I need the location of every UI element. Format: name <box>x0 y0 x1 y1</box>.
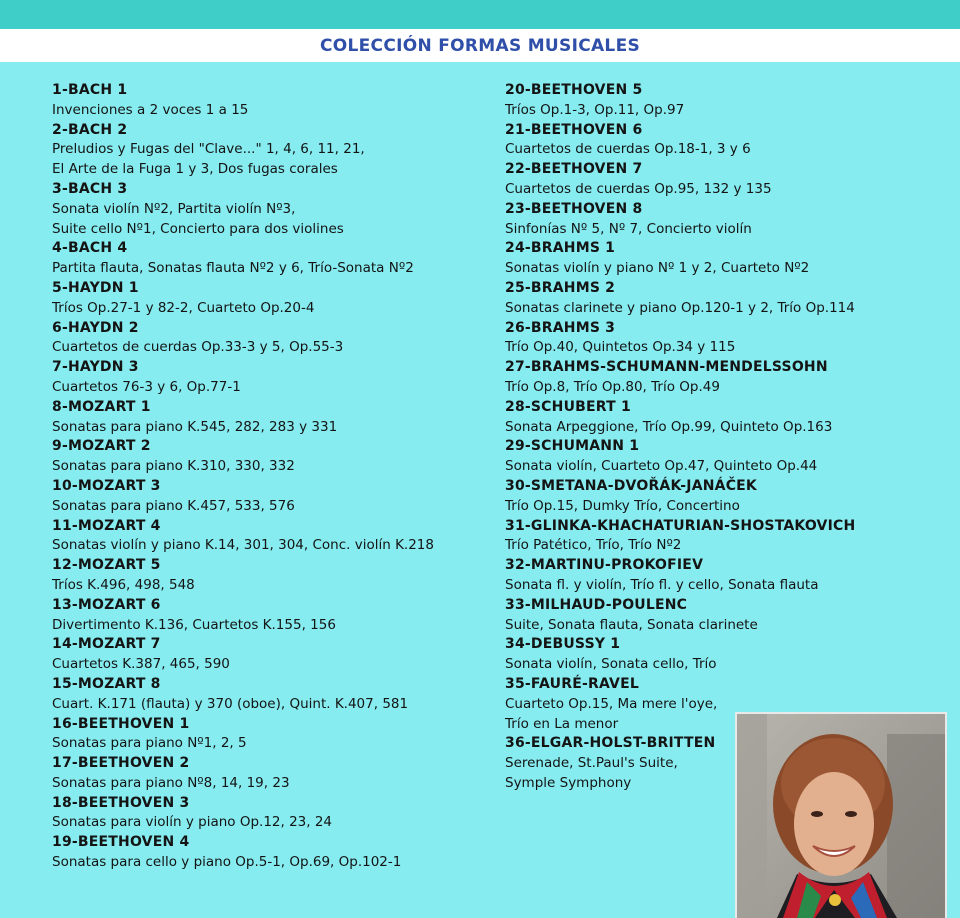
entry-heading: 9-MOZART 2 <box>52 438 151 455</box>
entry-works-line: Trío Patético, Trío, Trío Nº2 <box>505 537 682 554</box>
collection-entry-3-bach-3 <box>52 180 482 239</box>
entry-works-line: Sonata violín, Cuarteto Op.47, Quinteto Op.44 <box>505 458 818 475</box>
entry-works-line: Sonatas clarinete y piano Op.120-1 y 2, Trío Op.114 <box>505 299 855 316</box>
collection-entry-14-mozart-7 <box>52 635 482 675</box>
entry-heading: 4-BACH 4 <box>52 240 128 257</box>
entry-works-line: El Arte de la Fuga 1 y 3, Dos fugas corales <box>52 161 338 178</box>
collection-entry-16-beethoven-1 <box>52 715 482 755</box>
entry-heading: 12-MOZART 5 <box>52 557 161 574</box>
entry-works-line: Sinfonías Nº 5, Nº 7, Concierto violín <box>505 220 752 237</box>
entry-works-line: Sonata violín Nº2, Partita violín Nº3, <box>52 200 296 217</box>
entry-heading: 6-HAYDN 2 <box>52 319 139 336</box>
entry-heading: 5-HAYDN 1 <box>52 279 139 296</box>
collection-entry-2-bach-2 <box>52 121 482 180</box>
entry-works-line: Cuart. K.171 (flauta) y 370 (oboe), Quint. K.407, 581 <box>52 695 409 712</box>
portrait-photo-icon <box>737 714 945 918</box>
entry-works-line: Divertimento K.136, Cuartetos K.155, 156 <box>52 616 336 633</box>
entry-works-line: Sonatas para piano Nº1, 2, 5 <box>52 735 247 752</box>
right-column-list <box>505 81 955 794</box>
entry-works-line: Suite, Sonata flauta, Sonata clarinete <box>505 616 758 633</box>
entry-works-line: Sonatas violín y piano K.14, 301, 304, Conc. violín K.218 <box>52 537 434 554</box>
collection-entry-10-mozart-3 <box>52 477 482 517</box>
collection-entry-24-brahms-1 <box>505 239 955 279</box>
collection-entry-1-bach-1 <box>52 81 482 121</box>
entry-heading: 28-SCHUBERT 1 <box>505 398 631 415</box>
collection-entry-17-beethoven-2 <box>52 754 482 794</box>
collection-entry-19-beethoven-4 <box>52 833 482 873</box>
entry-heading: 32-MARTINU-PROKOFIEV <box>505 557 704 574</box>
left-column-list <box>52 81 482 873</box>
entry-heading: 33-MILHAUD-POULENC <box>505 596 688 613</box>
collection-entry-9-mozart-2 <box>52 437 482 477</box>
collection-entry-33-milhaud-poulenc <box>505 596 955 636</box>
collection-entry-34-debussy-1 <box>505 635 955 675</box>
entry-works-line: Tríos K.496, 498, 548 <box>52 576 195 593</box>
collection-entry-31-glinka-khachaturian-shostakovich <box>505 517 955 557</box>
entry-heading: 20-BEETHOVEN 5 <box>505 82 643 98</box>
collection-entry-15-mozart-8 <box>52 675 482 715</box>
entry-heading: 30-SMETANA-DVOŘÁK-JANÁČEK <box>505 477 757 494</box>
entry-works-line: Trío Op.15, Dumky Trío, Concertino <box>505 497 740 514</box>
entry-heading: 16-BEETHOVEN 1 <box>52 715 190 732</box>
page-title: COLECCIÓN FORMAS MUSICALES <box>319 35 641 56</box>
entry-heading: 14-MOZART 7 <box>52 636 161 653</box>
entry-works-line: Sonatas para piano K.457, 533, 576 <box>52 497 295 514</box>
collection-entry-13-mozart-6 <box>52 596 482 636</box>
entry-heading: 23-BEETHOVEN 8 <box>505 200 643 217</box>
portrait-photo <box>735 712 947 918</box>
entry-works-line: Tríos Op.1-3, Op.11, Op.97 <box>505 101 685 118</box>
entry-works-line: Sonatas para violín y piano Op.12, 23, 24 <box>52 814 333 831</box>
entry-heading: 29-SCHUMANN 1 <box>505 438 640 455</box>
collection-entry-6-haydn-2 <box>52 319 482 359</box>
entry-heading: 34-DEBUSSY 1 <box>505 636 621 653</box>
title-bar <box>0 29 960 62</box>
entry-heading: 27-BRAHMS-SCHUMANN-MENDELSSOHN <box>505 359 828 376</box>
entry-works-line: Cuarteto Op.15, Ma mere l'oye, <box>505 695 718 712</box>
collection-entry-28-schubert-1 <box>505 398 955 438</box>
entry-works-line: Suite cello Nº1, Concierto para dos violines <box>52 220 344 237</box>
collection-entry-29-schumann-1 <box>505 437 955 477</box>
entry-heading: 8-MOZART 1 <box>52 398 151 415</box>
entry-heading: 36-ELGAR-HOLST-BRITTEN <box>505 735 716 752</box>
collection-entry-22-beethoven-7 <box>505 160 955 200</box>
entry-works-line: Cuartetos K.387, 465, 590 <box>52 656 230 673</box>
entry-works-line: Sonatas para piano Nº8, 14, 19, 23 <box>52 774 290 791</box>
entry-heading: 24-BRAHMS 1 <box>505 240 616 257</box>
entry-heading: 1-BACH 1 <box>52 82 128 98</box>
entry-works-line: Tríos Op.27-1 y 82-2, Cuarteto Op.20-4 <box>52 299 315 316</box>
collection-entry-25-brahms-2 <box>505 279 955 319</box>
entry-heading: 19-BEETHOVEN 4 <box>52 834 190 851</box>
top-color-band <box>0 0 960 29</box>
entry-heading: 22-BEETHOVEN 7 <box>505 161 643 178</box>
collection-entry-23-beethoven-8 <box>505 200 955 240</box>
entry-heading: 3-BACH 3 <box>52 180 128 197</box>
entry-heading: 26-BRAHMS 3 <box>505 319 616 336</box>
entry-works-line: Serenade, St.Paul's Suite, <box>505 755 678 772</box>
entry-works-line: Symple Symphony <box>505 774 632 791</box>
entry-heading: 35-FAURÉ-RAVEL <box>505 675 639 692</box>
collection-entry-32-martinu-prokofiev <box>505 556 955 596</box>
entry-heading: 31-GLINKA-KHACHATURIAN-SHOSTAKOVICH <box>505 517 856 534</box>
entry-heading: 11-MOZART 4 <box>52 517 161 534</box>
entry-works-line: Trío en La menor <box>505 715 619 732</box>
entry-works-line: Sonata violín, Sonata cello, Trío <box>505 656 717 673</box>
collection-entry-5-haydn-1 <box>52 279 482 319</box>
entry-works-line: Sonatas violín y piano Nº 1 y 2, Cuarteto Nº2 <box>505 260 810 277</box>
collection-entry-12-mozart-5 <box>52 556 482 596</box>
entry-works-line: Sonatas para cello y piano Op.5-1, Op.69, Op.102-1 <box>52 854 402 871</box>
entry-heading: 25-BRAHMS 2 <box>505 279 616 296</box>
collection-entry-18-beethoven-3 <box>52 794 482 834</box>
entry-works-line: Invenciones a 2 voces 1 a 15 <box>52 101 249 118</box>
entry-works-line: Sonata Arpeggione, Trío Op.99, Quinteto Op.163 <box>505 418 833 435</box>
collection-entry-26-brahms-3 <box>505 319 955 359</box>
entry-works-line: Sonatas para piano K.310, 330, 332 <box>52 458 295 475</box>
entry-heading: 10-MOZART 3 <box>52 477 161 494</box>
collection-entry-27-brahms-schumann-mendelssohn <box>505 358 955 398</box>
entry-works-line: Cuartetos 76-3 y 6, Op.77-1 <box>52 378 241 395</box>
entry-works-line: Cuartetos de cuerdas Op.33-3 y 5, Op.55-3 <box>52 339 344 356</box>
collection-entry-8-mozart-1 <box>52 398 482 438</box>
entry-heading: 13-MOZART 6 <box>52 596 161 613</box>
entry-works-line: Sonatas para piano K.545, 282, 283 y 331 <box>52 418 338 435</box>
entry-heading: 7-HAYDN 3 <box>52 359 139 376</box>
collection-entry-4-bach-4 <box>52 239 482 279</box>
entry-works-line: Cuartetos de cuerdas Op.95, 132 y 135 <box>505 180 772 197</box>
collection-entry-21-beethoven-6 <box>505 121 955 161</box>
entry-works-line: Trío Op.40, Quintetos Op.34 y 115 <box>505 339 736 356</box>
entry-works-line: Sonata fl. y violín, Trío fl. y cello, Sonata flauta <box>505 576 819 593</box>
entry-heading: 17-BEETHOVEN 2 <box>52 755 190 772</box>
entry-heading: 15-MOZART 8 <box>52 675 161 692</box>
collection-entry-11-mozart-4 <box>52 517 482 557</box>
entry-heading: 18-BEETHOVEN 3 <box>52 794 190 811</box>
entry-works-line: Preludios y Fugas del "Clave..." 1, 4, 6, 11, 21, <box>52 141 365 158</box>
entry-heading: 21-BEETHOVEN 6 <box>505 121 643 138</box>
entry-works-line: Partita flauta, Sonatas flauta Nº2 y 6, Trío-Sonata Nº2 <box>52 260 414 277</box>
collection-entry-20-beethoven-5 <box>505 81 955 121</box>
entry-works-line: Trío Op.8, Trío Op.80, Trío Op.49 <box>505 378 720 395</box>
entry-heading: 2-BACH 2 <box>52 121 128 138</box>
entry-works-line: Cuartetos de cuerdas Op.18-1, 3 y 6 <box>505 141 751 158</box>
collection-entry-30-smetana-dvorak-janacek <box>505 477 955 517</box>
collection-entry-7-haydn-3 <box>52 358 482 398</box>
